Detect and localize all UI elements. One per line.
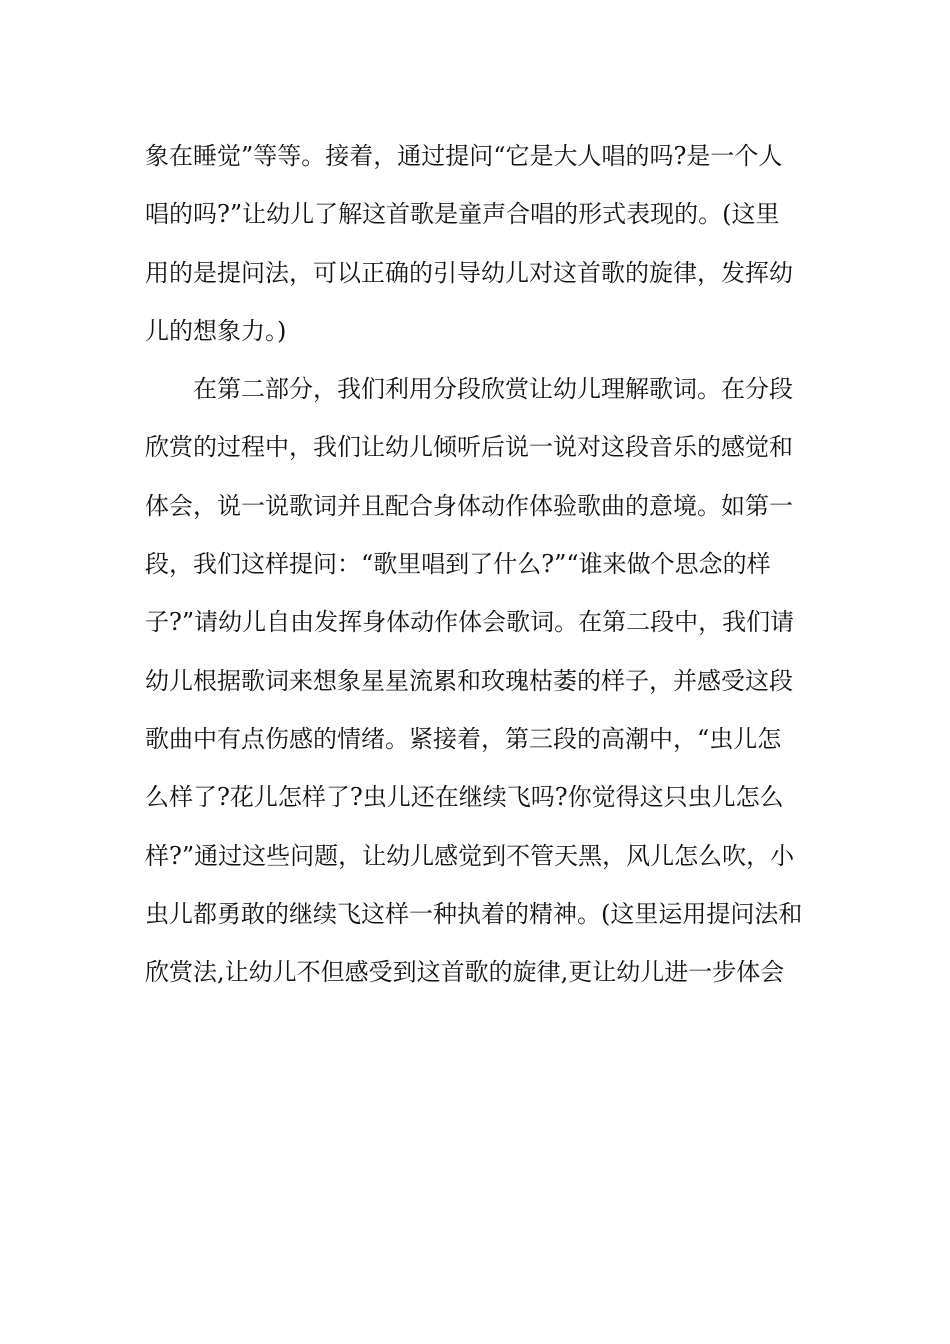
text-line: 象在睡觉”等等。接着，通过提问“它是大人唱的吗?是一个人 (145, 142, 783, 170)
text-line: 欣赏法,让幼儿不但感受到这首歌的旋律,更让幼儿进一步体会 (145, 958, 785, 987)
text-line: 幼儿根据歌词来想象星星流累和玫瑰枯萎的样子，并感受这段 (145, 666, 793, 695)
text-line: 虫儿都勇敢的继续飞这样一种执着的精神。(这里运用提问法和 (145, 899, 803, 928)
text-line: 欣赏的过程中，我们让幼儿倾听后说一说对这段音乐的感觉和 (145, 433, 793, 462)
text-line: 样?”通过这些问题，让幼儿感觉到不管天黑，风儿怎么吹，小 (145, 841, 795, 870)
text-line: 儿的想象力。) (145, 316, 287, 345)
text-line: 体会，说一说歌词并且配合身体动作体验歌曲的意境。如第一 (145, 491, 793, 520)
text-line: 段，我们这样提问：“歌里唱到了什么?”“谁来做个思念的样 (145, 550, 771, 579)
text-line: 歌曲中有点伤感的情绪。紧接着，第三段的高潮中，“虫儿怎 (145, 724, 782, 753)
paragraph-first-line: 在第二部分，我们利用分段欣赏让幼儿理解歌词。在分段 (193, 375, 793, 404)
text-line: 唱的吗?”让幼儿了解这首歌是童声合唱的形式表现的。(这里 (145, 200, 780, 229)
body-text (145, 127, 807, 1001)
text-line: 用的是提问法，可以正确的引导幼儿对这首歌的旋律，发挥幼 (145, 258, 793, 287)
text-line: 子?”请幼儿自由发挥身体动作体会歌词。在第二段中，我们请 (145, 608, 795, 637)
text-line: 么样了?花儿怎样了?虫儿还在继续飞吗?你觉得这只虫儿怎么 (145, 783, 784, 812)
